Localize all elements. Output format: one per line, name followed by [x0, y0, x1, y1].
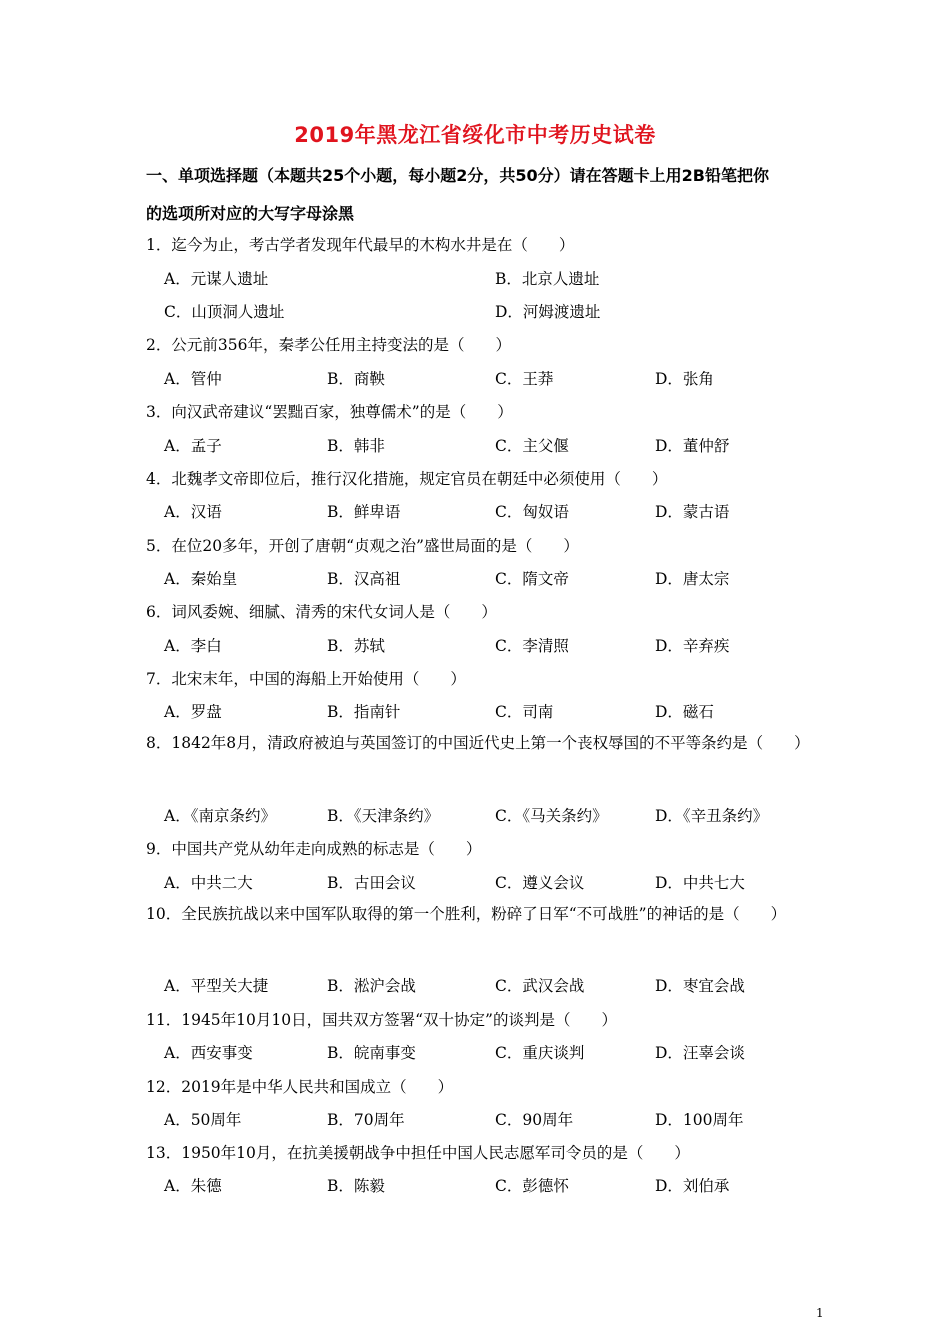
option-7c[interactable]: C．司南: [495, 703, 554, 721]
question-5: 5．在位20多年，开创了唐朝“贞观之治”盛世局面的是（ ）: [146, 537, 579, 555]
option-8d[interactable]: D．《辛丑条约》: [655, 807, 769, 825]
option-1a[interactable]: A．元谋人遗址: [164, 270, 269, 288]
option-12c[interactable]: C．90周年: [495, 1111, 574, 1129]
option-13c[interactable]: C．彭德怀: [495, 1177, 569, 1195]
option-9b[interactable]: B．古田会议: [327, 874, 416, 892]
page-number: 1: [816, 1306, 824, 1320]
option-11c[interactable]: C．重庆谈判: [495, 1044, 585, 1062]
option-13a[interactable]: A．朱德: [164, 1177, 222, 1195]
option-5a[interactable]: A．秦始皇: [164, 570, 238, 588]
option-3d[interactable]: D．董仲舒: [655, 437, 730, 455]
option-10c[interactable]: C．武汉会战: [495, 977, 585, 995]
option-10b[interactable]: B．淞沪会战: [327, 977, 416, 995]
option-4b[interactable]: B．鲜卑语: [327, 503, 401, 521]
section-heading-line-1: 一、单项选择题（本题共25个小题，每小题2分，共50分）请在答题卡上用2B铅笔把你: [146, 166, 769, 185]
option-1d[interactable]: D．河姆渡遗址: [495, 303, 601, 321]
option-4a[interactable]: A．汉语: [164, 503, 222, 521]
option-5d[interactable]: D．唐太宗: [655, 570, 730, 588]
question-8: 8．1842年8月，清政府被迫与英国签订的中国近代史上第一个丧权辱国的不平等条约是（ ）: [146, 734, 810, 752]
option-9d[interactable]: D．中共七大: [655, 874, 745, 892]
option-12b[interactable]: B．70周年: [327, 1111, 405, 1129]
option-4d[interactable]: D．蒙古语: [655, 503, 730, 521]
option-9a[interactable]: A．中共二大: [164, 874, 253, 892]
option-13d[interactable]: D．刘伯承: [655, 1177, 730, 1195]
option-3b[interactable]: B．韩非: [327, 437, 385, 455]
option-10d[interactable]: D．枣宜会战: [655, 977, 745, 995]
question-3: 3．向汉武帝建议“罢黜百家，独尊儒术”的是（ ）: [146, 403, 513, 421]
question-6: 6．词风委婉、细腻、清秀的宋代女词人是（ ）: [146, 603, 497, 621]
option-6b[interactable]: B．苏轼: [327, 637, 385, 655]
option-1b[interactable]: B．北京人遗址: [495, 270, 600, 288]
option-2a[interactable]: A．管仲: [164, 370, 222, 388]
option-8c[interactable]: C．《马关条约》: [495, 807, 608, 825]
option-2b[interactable]: B．商鞅: [327, 370, 385, 388]
option-13b[interactable]: B．陈毅: [327, 1177, 385, 1195]
exam-title: 2019年黑龙江省绥化市中考历史试卷: [294, 123, 656, 147]
question-2: 2．公元前356年，秦孝公任用主持变法的是（ ）: [146, 336, 511, 354]
section-heading-line-2: 的选项所对应的大写字母涂黑: [146, 204, 355, 223]
option-7b[interactable]: B．指南针: [327, 703, 401, 721]
option-8b[interactable]: B．《天津条约》: [327, 807, 440, 825]
option-11b[interactable]: B．皖南事变: [327, 1044, 416, 1062]
option-5b[interactable]: B．汉高祖: [327, 570, 401, 588]
option-2d[interactable]: D．张角: [655, 370, 714, 388]
option-11d[interactable]: D．汪辜会谈: [655, 1044, 745, 1062]
option-8a[interactable]: A．《南京条约》: [164, 807, 276, 825]
question-9: 9．中国共产党从幼年走向成熟的标志是（ ）: [146, 840, 482, 858]
question-4: 4．北魏孝文帝即位后，推行汉化措施，规定官员在朝廷中必须使用（ ）: [146, 470, 668, 488]
option-6c[interactable]: C．李清照: [495, 637, 569, 655]
option-3c[interactable]: C．主父偃: [495, 437, 569, 455]
option-12a[interactable]: A．50周年: [164, 1111, 242, 1129]
option-7a[interactable]: A．罗盘: [164, 703, 222, 721]
question-12: 12．2019年是中华人民共和国成立（ ）: [146, 1078, 454, 1096]
option-3a[interactable]: A．孟子: [164, 437, 222, 455]
question-10: 10．全民族抗战以来中国军队取得的第一个胜利，粉碎了日军“不可战胜”的神话的是（ ）: [146, 905, 787, 923]
option-11a[interactable]: A．西安事变: [164, 1044, 253, 1062]
option-1c[interactable]: C．山顶洞人遗址: [164, 303, 285, 321]
option-9c[interactable]: C．遵义会议: [495, 874, 585, 892]
option-4c[interactable]: C．匈奴语: [495, 503, 569, 521]
option-7d[interactable]: D．磁石: [655, 703, 714, 721]
option-12d[interactable]: D．100周年: [655, 1111, 744, 1129]
question-1: 1．迄今为止，考古学者发现年代最早的木构水井是在（ ）: [146, 236, 575, 254]
option-6d[interactable]: D．辛弃疾: [655, 637, 730, 655]
option-6a[interactable]: A．李白: [164, 637, 222, 655]
option-2c[interactable]: C．王莽: [495, 370, 554, 388]
option-5c[interactable]: C．隋文帝: [495, 570, 569, 588]
question-11: 11．1945年10月10日，国共双方签署“双十协定”的谈判是（ ）: [146, 1011, 617, 1029]
question-7: 7．北宋末年，中国的海船上开始使用（ ）: [146, 670, 466, 688]
question-13: 13．1950年10月，在抗美援朝战争中担任中国人民志愿军司令员的是（ ）: [146, 1144, 690, 1162]
option-10a[interactable]: A．平型关大捷: [164, 977, 269, 995]
